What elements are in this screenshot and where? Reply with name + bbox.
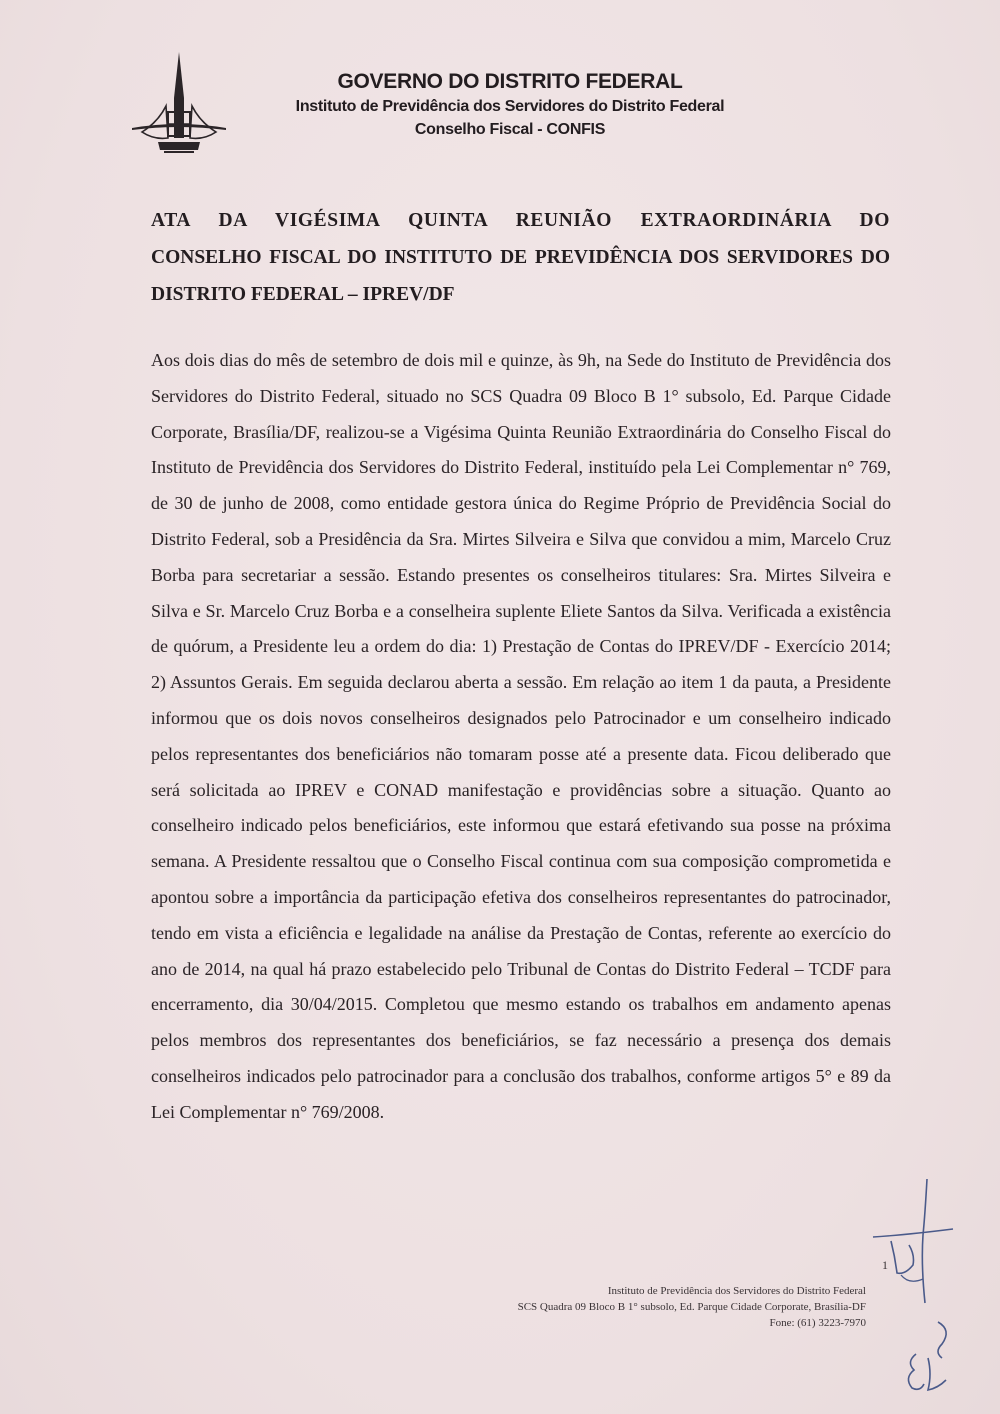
footer-institute: Instituto de Previdência dos Servidores do Distrito Federal <box>607 1285 866 1297</box>
letterhead <box>260 68 760 142</box>
title-line-1: ATA DA VIGÉSIMA QUINTA REUNIÃO EXTRAORDINÁRIA DO <box>151 210 890 231</box>
page-number: 1 <box>882 1258 888 1272</box>
council-name: Conselho Fiscal - CONFIS <box>414 121 606 138</box>
handwritten-initials <box>898 1318 958 1396</box>
document-title <box>151 202 890 313</box>
handwritten-signature <box>865 1175 955 1305</box>
institute-name: Instituto de Previdência dos Servidores do Distrito Federal <box>295 98 725 115</box>
minutes-body: Aos dois dias do mês de setembro de dois mil e quinze, às 9h, na Sede do Instituto de Previdência dos Servidores do Distrito Federal, situado no SCS Quadra 09 Bloco B 1° subsolo, Ed. Parque Cidade Corporate, Brasília/DF, realizou-se a Vigésima Quinta Reunião Extraordinária do Conselho Fiscal do Instituto de Previdência dos Servidores do Distrito Federal, instituído pela Lei Complementar n° 769, de 30 de junho de 2008, como entidade gestora única do Regime Próprio de Previdência Social do Distrito Federal, sob a Presidência da Sra. Mirtes Silveira e Silva que convidou a mim, Marcelo Cruz Borba para secretariar a sessão. Estando presentes os conselheiros titulares: Sra. Mirtes Silveira e Silva e Sr. Marcelo Cruz Borba e a conselheira suplente Eliete Santos da Silva. Verificada a existência de quórum, a Presidente leu a ordem do dia: 1) Prestação de Contas do IPREV/DF - Exercício 2014; 2) Assuntos Gerais. Em seguida declarou aberta a sessão. Em relação ao item 1 da pauta, a Presidente informou que os dois novos conselheiros designados pelo Patrocinador e um conselheiro indicado pelos representantes dos beneficiários não tomaram posse até a presente data. Ficou deliberado que será solicitada ao IPREV e CONAD manifestação e providências sobre a situação. Quanto ao conselheiro indicado pelos beneficiários, este informou que estará efetivando sua posse na próxima semana. A Presidente ressaltou que o Conselho Fiscal continua com sua composição comprometida e apontou sobre a importância da participação efetiva dos conselheiros representantes do patrocinador, tendo em vista a eficiência e legalidade na análise da Prestação de Contas, referente ao exercício do ano de 2014, na qual há prazo estabelecido pelo Tribunal de Contas do Distrito Federal – TCDF para encerramento, dia 30/04/2015. Completou que mesmo estando os trabalhos em andamento apenas pelos membros dos representantes dos beneficiários, se faz necessário a presença dos demais conselheiros indicados pelo patrocinador para a conclusão dos trabalhos, conforme artigos 5° e 89 da Lei Complementar n° 769/2008. <box>151 350 891 1122</box>
brasilia-emblem-icon <box>128 50 230 160</box>
title-line-rest: CONSELHO FISCAL DO INSTITUTO DE PREVIDÊNCIA DOS SERVIDORES DO DISTRITO FEDERAL – IPREV/DF <box>151 247 890 305</box>
footer-address-line: SCS Quadra 09 Bloco B 1° subsolo, Ed. Parque Cidade Corporate, Brasília-DF <box>517 1301 866 1313</box>
footer-phone: Fone: (61) 3223-7970 <box>769 1317 866 1329</box>
government-name: GOVERNO DO DISTRITO FEDERAL <box>337 70 683 93</box>
footer-address <box>518 1283 866 1331</box>
